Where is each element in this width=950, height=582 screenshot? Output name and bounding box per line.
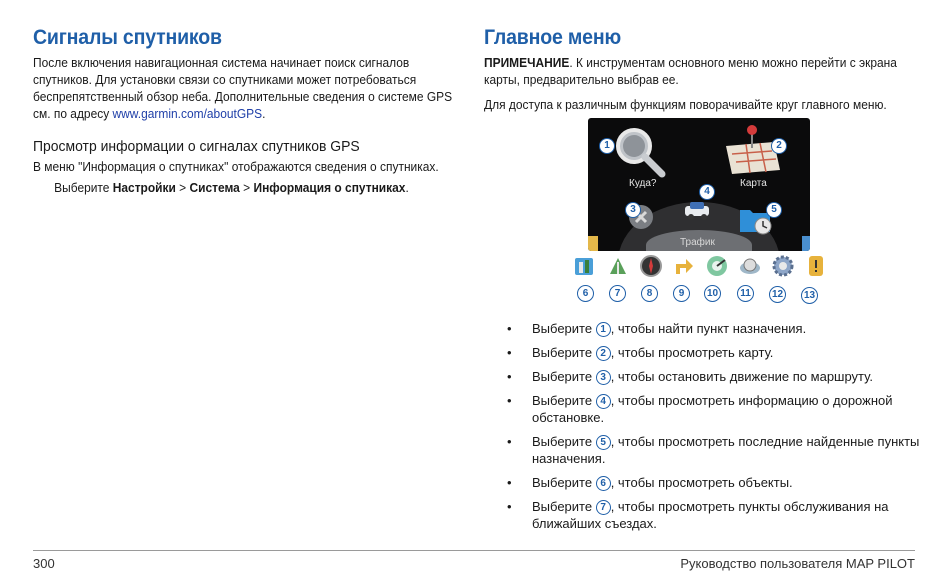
bullet-item: • Выберите 5 , чтобы просмотреть последние найденные пункты назначения. <box>507 434 920 466</box>
bullet-callout: 7 <box>596 500 611 515</box>
edge-tool-icon <box>802 236 810 251</box>
exit-services-icon[interactable] <box>606 254 630 278</box>
garmin-gps-link[interactable]: www.garmin.com/aboutGPS <box>112 106 263 121</box>
bullet-callout: 3 <box>596 370 611 385</box>
callout-13: 13 <box>801 287 818 304</box>
main-menu-note: ПРИМЕЧАНИЕ. К инструментам основного меню можно перейти с экрана карты, предварительно выбрав ее. <box>484 55 897 87</box>
settings-gear-icon[interactable] <box>771 254 795 278</box>
bullet-item: • Выберите 2 , чтобы просмотреть карту. <box>507 345 774 360</box>
callout-8: 8 <box>641 285 658 302</box>
bullet-dot: • <box>507 393 512 408</box>
right-column <box>484 26 924 113</box>
note-label: ПРИМЕЧАНИЕ <box>484 55 570 70</box>
footer-divider <box>33 550 915 551</box>
settings-menu-link[interactable]: Настройки <box>112 180 176 195</box>
bullet-callout: 2 <box>596 346 611 361</box>
bullet-item: • Выберите 7 , чтобы просмотреть пункты обслуживания на ближайших съездах. <box>507 499 889 531</box>
traffic-label[interactable]: Трафик <box>680 237 715 248</box>
bullet-item: • Выберите 1 , чтобы найти пункт назначения. <box>507 321 807 336</box>
main-menu-access-text: Для доступа к различным функциям поворачивайте круг главного меню. <box>484 97 887 112</box>
magnifier-icon[interactable] <box>612 124 668 180</box>
satellite-signals-title: Сигналы спутников <box>33 26 222 49</box>
points-of-interest-icon[interactable] <box>572 254 596 278</box>
callout-12: 12 <box>769 286 786 303</box>
callout-2: 2 <box>771 138 787 154</box>
callout-6: 6 <box>577 285 594 302</box>
bullet-callout: 1 <box>596 322 611 337</box>
gps-info-subtitle: Просмотр информации о сигналах спутников GPS <box>33 138 360 155</box>
bullet-dot: • <box>507 499 512 514</box>
speaker-icon[interactable] <box>738 254 762 278</box>
bullet-item: • Выберите 4 , чтобы просмотреть информацию о дорожной обстановке. <box>507 393 893 425</box>
bullet-dot: • <box>507 321 512 336</box>
system-menu-link[interactable]: Система <box>189 180 240 195</box>
callout-1: 1 <box>599 138 615 154</box>
callout-4: 4 <box>699 184 715 200</box>
callout-3: 3 <box>625 202 641 218</box>
gps-info-text: В меню "Информация о спутниках" отображаются сведения о спутниках. <box>33 159 439 174</box>
bullet-item: • Выберите 3 , чтобы остановить движение по маршруту. <box>507 369 873 384</box>
main-menu-title: Главное меню <box>484 26 621 49</box>
callout-11: 11 <box>737 285 754 302</box>
bullet-dot: • <box>507 475 512 490</box>
callout-10: 10 <box>704 285 721 302</box>
callout-5: 5 <box>766 202 782 218</box>
left-column <box>33 26 463 196</box>
where-to-label[interactable]: Куда? <box>629 178 657 189</box>
traffic-icon[interactable] <box>682 198 716 222</box>
compass-icon[interactable] <box>639 254 663 278</box>
bullet-callout: 4 <box>596 394 611 409</box>
edge-folder-icon <box>588 236 598 251</box>
satellite-info-menu-link[interactable]: Информация о спутниках <box>253 180 406 195</box>
alert-icon[interactable] <box>804 254 828 278</box>
bullet-dot: • <box>507 345 512 360</box>
map-label[interactable]: Карта <box>740 178 767 189</box>
footer-title: Руководство пользователя MAP PILOT <box>680 556 915 571</box>
route-icon[interactable] <box>705 254 729 278</box>
page-number: 300 <box>33 556 55 571</box>
satellite-intro: После включения навигационная система начинает поиск сигналов спутников. Для установки связи со спутниками может потребоваться беспрепятственный обзор неба. Дополнительные сведения о системе GPS см. по адресу www.garmin.com/aboutGPS. <box>33 55 453 121</box>
bullet-callout: 6 <box>596 476 611 491</box>
main-menu-screen <box>588 118 810 251</box>
gps-info-step: Выберите Настройки > Система > Информация о спутниках. <box>54 180 409 195</box>
callout-7: 7 <box>609 285 626 302</box>
callout-9: 9 <box>673 285 690 302</box>
detour-icon[interactable] <box>672 254 696 278</box>
bullet-item: • Выберите 6 , чтобы просмотреть объекты. <box>507 475 793 490</box>
bullet-callout: 5 <box>596 435 611 450</box>
main-menu-bullets <box>507 320 927 539</box>
tools-dock <box>572 252 832 282</box>
bullet-dot: • <box>507 369 512 384</box>
bullet-dot: • <box>507 434 512 449</box>
